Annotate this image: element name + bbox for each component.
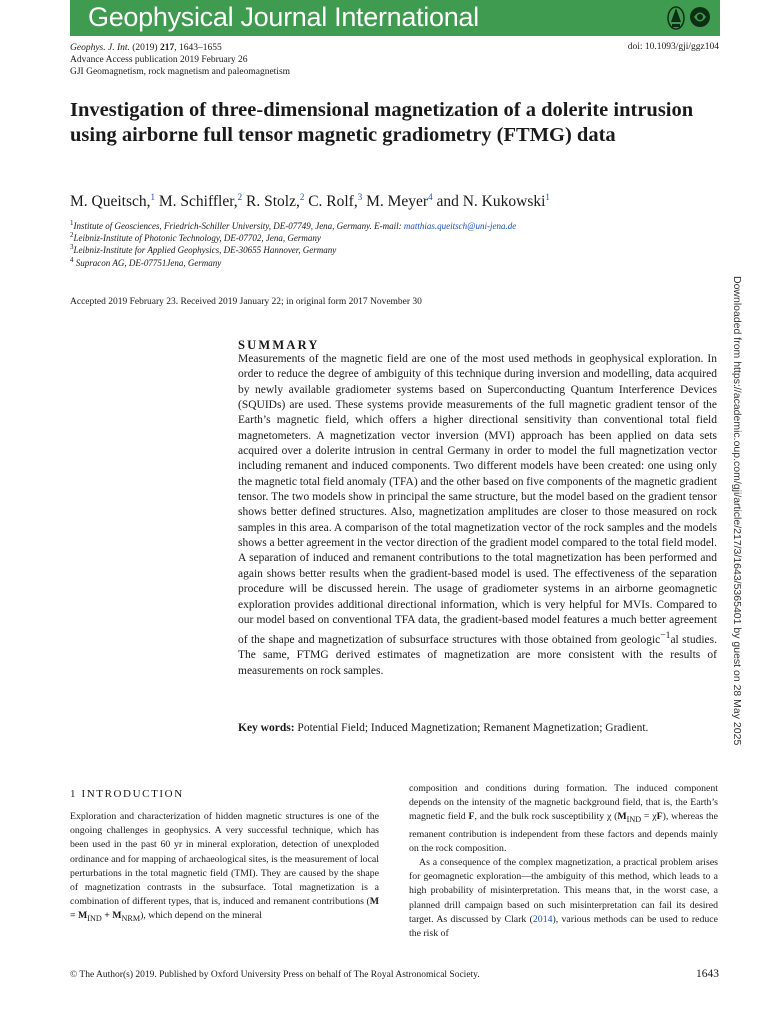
affiliation-number: 2 (70, 231, 74, 239)
affiliation-text: Supracon AG, DE-07751Jena, Germany (73, 258, 222, 268)
author-name: M. Meyer (366, 193, 429, 211)
journal-name: Geophysical Journal International (88, 2, 479, 32)
affiliation-ref[interactable]: 2 (237, 192, 243, 202)
keywords-label: Key words: (238, 722, 295, 734)
affiliation-number: 3 (70, 243, 74, 251)
affiliation-number: 1 (70, 219, 74, 227)
citation-line-2: Advance Access publication 2019 February 26 (70, 55, 248, 65)
intro-paragraph: Exploration and characterization of hidden magnetic structures is one of the ongoing challenges in geophysics. A very successful technique, which has been used in the past 60 yr in mineral exploration, detection of unexploded ordinance and for mapping of archaeological sites, is the measurement of local perturbations in the total magnetic field (TMI). They are caused by the shape of magnetization contrasts in the subsurface. Total magnetization is a combination of different types, that is, induced and remanent contributions $(M = M_{IND} + M_{NRM})$, which depend on the mineral (70, 811, 379, 924)
affiliation-ref[interactable]: 4 (428, 192, 433, 202)
intro-paragraph: As a consequence of the complex magnetization, a practical problem arises for geomagnetic exploration—the ambiguity of this method, which leads to a high probability of misinterpretation. This means that, in the worst case, a planned drill campaign based on such misinterpretation can fail its desired target. As discussed by Clark (2014), various methods can be used to reduce the risk of (409, 856, 719, 939)
intro-paragraph: composition and conditions during formation. The induced component depends on the intensity of the magnetic background field, that is, the Earth’s magnetic field F, and the bulk rock susceptibility χ $(M_{IND} = \chi F)$, whereas the remanent contribution is independent from these factors and depends mainly on the rock composition. (409, 783, 718, 854)
author-list (70, 192, 550, 211)
keywords (238, 722, 648, 734)
article-title: Investigation of three-dimensional magnetization of a dolerite intrusion using airborne full tensor magnetic gradiometry (FTMG) data (70, 99, 694, 146)
summary-text-end: al studies. The same, FTMG derived estimates of magnetization are more consistent with the results of measurements on rock samples. (238, 634, 717, 677)
affiliation-ref[interactable]: 1 (150, 192, 156, 202)
affiliation-ref[interactable]: 2 (299, 192, 305, 202)
summary-body (238, 352, 717, 679)
right-column (409, 782, 718, 941)
download-note: Downloaded from https://academic.oup.com/gji/article/217/3/1643/5365401 by guest on 28 May 2025 (731, 276, 743, 746)
summary-superscript: −1 (660, 630, 671, 642)
keywords-list: Potential Field; Induced Magnetization; Remanent Magnetization; Gradient. (297, 722, 649, 734)
ras-crest-logo-icon (664, 2, 712, 32)
affiliation-ref[interactable]: 3 (357, 192, 363, 202)
citation-link[interactable]: 2014 (532, 913, 553, 925)
author-name: and N. Kukowski (436, 193, 546, 211)
journal-banner (70, 0, 720, 36)
left-column (70, 810, 379, 927)
affiliation-text: Leibniz-Institute of Photonic Technology, DE-07702, Jena, Germany (73, 233, 321, 243)
citation-line-3: GJI Geomagnetism, rock magnetism and paleomagnetism (70, 67, 291, 77)
affiliation-4 (70, 254, 221, 269)
affiliation-number: 4 (70, 256, 74, 264)
author-name: M. Schiffler, (158, 193, 238, 211)
email-link[interactable]: matthias.queitsch@uni-jena.de (403, 221, 517, 231)
author-name: R. Stolz, (246, 193, 300, 211)
summary-heading: SUMMARY (238, 338, 320, 352)
affiliation-text: Leibniz-Institute for Applied Geophysics, DE-30655 Hannover, Germany (73, 245, 337, 255)
page-number: 1643 (696, 968, 719, 980)
copyright-notice: © The Author(s) 2019. Published by Oxford University Press on behalf of The Royal Astronomical Society. (70, 970, 480, 980)
author-name: C. Rolf, (308, 193, 358, 211)
section-heading-introduction: 1 INTRODUCTION (70, 788, 184, 800)
summary-text: Measurements of the magnetic field are one of the most used methods in geophysical exploration. In order to reduce the degree of ambiguity of this technique during inversion and modelling, data acquired by newly available gradiometer systems based on Superconducting Quantum Interference Devices (SQUIDs) are used. These systems provide measurements of the full magnetic gradient tensor of the Earth’s magnetic field, which offers a higher directional sensitivity than conventional total field magnetometers. A magnetization vector inversion (MVI) approach has been applied on data sets acquired over a dolerite intrusion in central Germany in order to model the full magnetization vector including remanent and induced components. Two different models have been created: one using only the magnetic total field anomaly (TFA) and the other based on five components of the magnetic gradient tensor. The two models show in principal the same structure, but the model based on the gradient tensor shows better defined structures. Also, magnetization amplitudes are closer to those measured on rock samples in this area. A comparison of the total magnetization vector of the rock samples and the models shows a better agreement in the vector direction of the gradient model compared to the total field model. A separation of induced and remanent contributions to the total magnetization has been performed and again shows better results when the gradient-based model is used. The effectiveness of the separation procedure will be discussed herein. The usage of gradiometer systems in an airborne geomagnetic exploration provides additional directional information, which is very helpful for MVIs. Compared to our model based on conventional TFA data, the gradient-based model features a much better agreement of the shape and magnetization of subsurface structures with those obtained from geologic (238, 353, 717, 647)
citation-line-1: Geophys. J. Int. (2019) 217, 1643–1655 (70, 43, 222, 53)
affiliation-ref[interactable]: 1 (545, 192, 550, 202)
author-name: M. Queitsch, (70, 193, 151, 211)
affiliation-text: Institute of Geosciences, Friedrich-Schiller University, DE-07749, Jena, Germany. E-mail: (73, 221, 404, 231)
doi[interactable]: doi: 10.1093/gji/ggz104 (627, 42, 719, 52)
article-dates: Accepted 2019 February 23. Received 2019 January 22; in original form 2017 November 30 (70, 297, 422, 307)
